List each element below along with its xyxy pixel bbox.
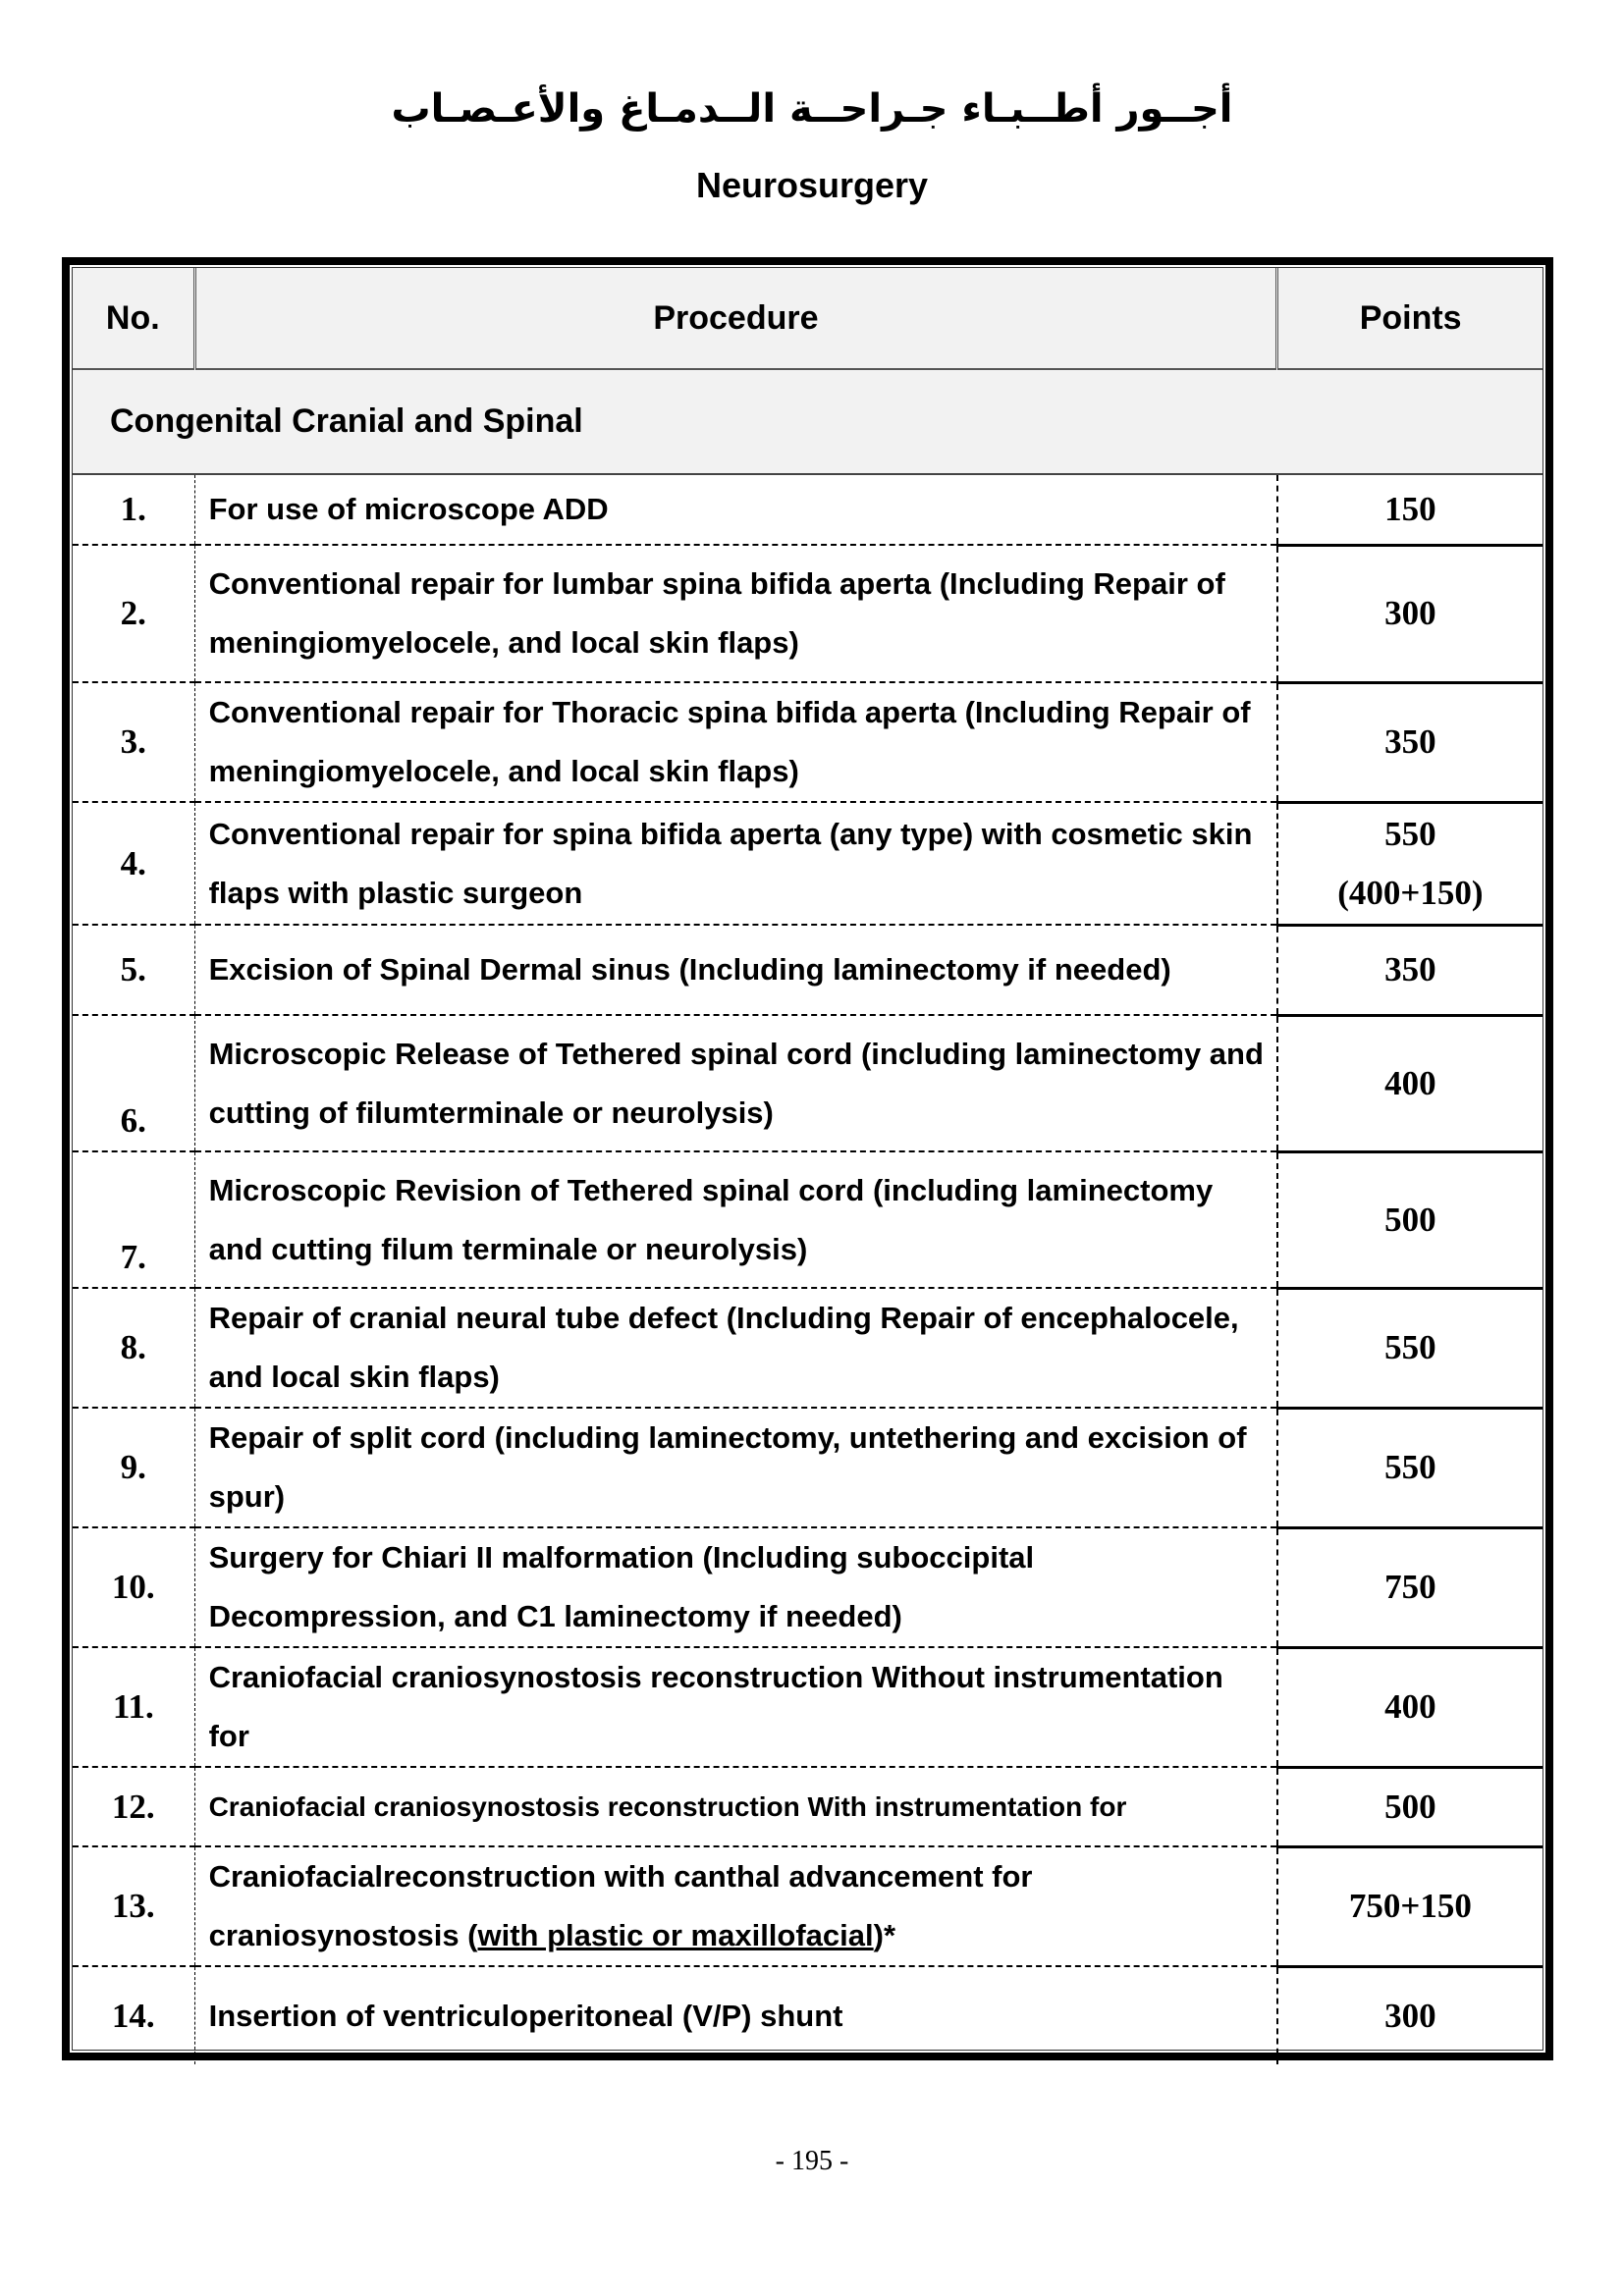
table-row bbox=[73, 1015, 1543, 1151]
table-row bbox=[73, 1846, 1543, 1966]
table-row bbox=[73, 802, 1543, 925]
table-row bbox=[73, 1151, 1543, 1288]
procedure-text: For use of microscope ADD bbox=[194, 474, 1277, 545]
points-value: 550 bbox=[1277, 1408, 1543, 1527]
table-row bbox=[73, 545, 1543, 682]
procedure-underlined-note: with plastic or maxillofacial bbox=[477, 1918, 874, 1952]
column-header-procedure: Procedure bbox=[194, 268, 1277, 369]
page-number: - 195 - bbox=[775, 2146, 849, 2176]
points-value: 750 bbox=[1277, 1527, 1543, 1647]
row-number: 2. bbox=[73, 545, 194, 682]
column-header-no: No. bbox=[73, 268, 194, 369]
procedure-text: Craniofacial craniosynostosis reconstruction With instrumentation for bbox=[194, 1767, 1277, 1846]
table-row bbox=[73, 1288, 1543, 1408]
points-value: 500 bbox=[1277, 1767, 1543, 1846]
table-row bbox=[73, 1966, 1543, 2064]
procedure-text: Conventional repair for lumbar spina bifida aperta (Including Repair of meningiomyelocele, and local skin flaps) bbox=[194, 545, 1277, 682]
points-value: 300 bbox=[1384, 1996, 1436, 2035]
row-number: 3. bbox=[73, 682, 194, 802]
points-value: 750+150 bbox=[1277, 1846, 1543, 1966]
row-number: 14. bbox=[73, 1966, 194, 2064]
table-row bbox=[73, 1408, 1543, 1527]
fee-table bbox=[73, 268, 1543, 2064]
points-value: 550 bbox=[1384, 814, 1436, 853]
row-number: 1. bbox=[73, 474, 194, 545]
procedure-text: Excision of Spinal Dermal sinus (Including laminectomy if needed) bbox=[194, 925, 1277, 1015]
table-row bbox=[73, 1767, 1543, 1846]
table-row bbox=[73, 925, 1543, 1015]
procedure-text: Microscopic Release of Tethered spinal cord (including laminectomy and cutting of filumterminale or neurolysis) bbox=[194, 1015, 1277, 1151]
row-number: 7. bbox=[73, 1151, 194, 1288]
procedure-text: Craniofacial craniosynostosis reconstruction Without instrumentation for bbox=[194, 1647, 1277, 1767]
page-title: Neurosurgery bbox=[695, 165, 929, 205]
row-number: 10. bbox=[73, 1527, 194, 1647]
procedure-text: Microscopic Revision of Tethered spinal cord (including laminectomy and cutting filum terminale or neurolysis) bbox=[194, 1151, 1277, 1288]
procedure-text: Surgery for Chiari II malformation (Including suboccipital Decompression, and C1 laminectomy if needed) bbox=[194, 1527, 1277, 1647]
procedure-text bbox=[194, 1846, 1277, 1966]
row-number: 6. bbox=[73, 1015, 194, 1151]
page-title-arabic: أجــور أطــبـاء جـراحــة الــدمـاغ والأعـصـاب bbox=[391, 86, 1233, 132]
fee-table-frame bbox=[62, 257, 1553, 2060]
section-row bbox=[73, 369, 1543, 474]
table-row bbox=[73, 474, 1543, 545]
points-value: 550 bbox=[1277, 1288, 1543, 1408]
points-cell bbox=[1277, 802, 1543, 925]
table-header-row bbox=[73, 268, 1543, 369]
points-value: 300 bbox=[1277, 545, 1543, 682]
table-row bbox=[73, 1527, 1543, 1647]
points-value: 350 bbox=[1277, 682, 1543, 802]
points-value: 150 bbox=[1277, 474, 1543, 545]
procedure-text: Insertion of ventriculoperitoneal (V/P) shunt bbox=[194, 1966, 1277, 2064]
row-number: 9. bbox=[73, 1408, 194, 1527]
procedure-text-part: )* bbox=[873, 1918, 896, 1952]
section-title: Congenital Cranial and Spinal bbox=[73, 369, 1543, 474]
points-value: 400 bbox=[1277, 1647, 1543, 1767]
table-row bbox=[73, 682, 1543, 802]
table-row bbox=[73, 1647, 1543, 1767]
points-breakdown: (400+150) bbox=[1337, 873, 1484, 912]
column-header-points: Points bbox=[1277, 268, 1543, 369]
points-value: 400 bbox=[1277, 1015, 1543, 1151]
points-value: 500 bbox=[1277, 1151, 1543, 1288]
procedure-text: Repair of cranial neural tube defect (Including Repair of encephalocele, and local skin flaps) bbox=[194, 1288, 1277, 1408]
row-number: 12. bbox=[73, 1767, 194, 1846]
procedure-text: Conventional repair for spina bifida aperta (any type) with cosmetic skin flaps with plastic surgeon bbox=[194, 802, 1277, 925]
row-number: 4. bbox=[73, 802, 194, 925]
points-value: 350 bbox=[1277, 925, 1543, 1015]
row-number: 11. bbox=[73, 1647, 194, 1767]
procedure-text: Repair of split cord (including laminectomy, untethering and excision of spur) bbox=[194, 1408, 1277, 1527]
row-number: 5. bbox=[73, 925, 194, 1015]
row-number: 13. bbox=[73, 1846, 194, 1966]
procedure-text: Conventional repair for Thoracic spina bifida aperta (Including Repair of meningiomyelocele, and local skin flaps) bbox=[194, 682, 1277, 802]
row-number: 8. bbox=[73, 1288, 194, 1408]
procedure-text-part: Craniofacialreconstruction with canthal advancement for craniosynostosis ( bbox=[208, 1859, 1033, 1952]
